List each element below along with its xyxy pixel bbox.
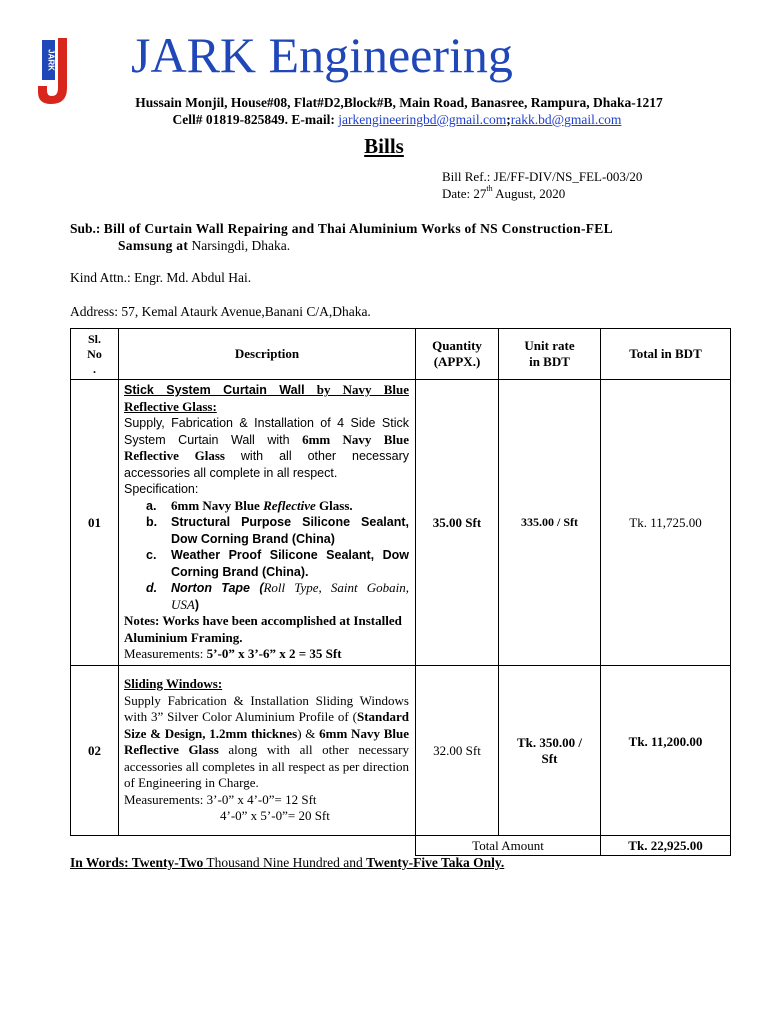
subject	[70, 220, 710, 254]
header-qty-1: Quantity	[432, 338, 482, 353]
total-amount-label: Total Amount	[416, 836, 601, 856]
table-row	[71, 380, 731, 666]
item-body-a: Supply Fabrication & Installation Sliding Windows with 3” Silver Color Aluminium Profile of (	[124, 692, 409, 725]
table-row	[71, 666, 731, 836]
list-item	[124, 514, 409, 547]
bill-date	[442, 186, 565, 202]
row-quantity: 32.00 Sft	[416, 666, 499, 836]
table-header	[71, 329, 731, 380]
subject-text: Bill of Curtain Wall Repairing and Thai Aluminium Works of NS Construction-FEL	[103, 221, 613, 236]
row-sl: 02	[71, 666, 119, 836]
spec-text: 6mm Navy Blue	[171, 497, 264, 513]
spec-label: Specification:	[124, 482, 199, 497]
header-sl-2: No	[87, 346, 102, 361]
date-prefix: Date: 27	[442, 186, 487, 201]
words-bold: Twenty-Five Taka Only.	[366, 855, 505, 870]
row-sl: 01	[71, 380, 119, 666]
spec-text: Weather Proof Silicone Sealant, Dow Corning Brand (China).	[171, 548, 409, 579]
date-rest: August, 2020	[492, 186, 566, 201]
row-unit-rate: 335.00 / Sft	[499, 380, 601, 666]
list-item	[124, 580, 409, 613]
header-sl	[71, 329, 119, 380]
amount-in-words	[70, 855, 504, 871]
item-body-a: Supply, Fabrication & Installation of 4 Side Stick System Curtain Wall with	[124, 416, 409, 447]
header-quantity	[416, 329, 499, 380]
kind-attention: Kind Attn.: Engr. Md. Abdul Hai.	[70, 270, 252, 285]
header-rate-1: Unit rate	[524, 338, 575, 353]
row-unit-rate: Tk. 350.00 / Sft	[499, 666, 601, 836]
spec-text: Reflective	[263, 497, 316, 513]
spec-mark: c.	[146, 548, 157, 563]
measure-value: 5’-0” x 3’-6” x 2 = 35 Sft	[206, 646, 342, 662]
list-item	[124, 498, 409, 515]
item-body-e: along with all other necessary accessories all completes in all respect as per direction of Engineering in Charge.	[124, 742, 409, 791]
spec-text: Glass.	[315, 497, 353, 513]
item-title-b: by Navy Blue Reflective Glass:	[124, 382, 409, 414]
row-description	[119, 380, 416, 666]
company-address: Hussain Monjil, House#08, Flat#D2,Block#B, Main Road, Banasree, Rampura, Dhaka-1217	[135, 95, 663, 110]
logo-letters: JARK	[46, 49, 56, 71]
measure-label: Measurements:	[124, 646, 207, 662]
date-suffix: th	[486, 184, 493, 193]
company-name: JARK Engineering	[131, 27, 513, 83]
header-total: Total in BDT	[601, 329, 731, 380]
row-description	[119, 666, 416, 836]
measure-line-1: Measurements: 3’-0” x 4’-0”= 12 Sft	[124, 791, 317, 807]
item-body-c: with all other necessary accessories all complete in all respect.	[124, 449, 409, 480]
email-separator: ;	[506, 112, 511, 127]
item-title: Stick System Curtain Wall	[124, 383, 305, 398]
item-body-c: ) &	[297, 725, 320, 741]
item-body-b: 6mm Navy Blue Reflective Glass	[124, 431, 409, 464]
page-title: Bills	[364, 134, 404, 158]
words-mid: Thousand Nine Hundred and	[203, 855, 367, 870]
spec-text: )	[194, 597, 200, 612]
email-link-2[interactable]: rakk.bd@gmail.com	[510, 112, 622, 127]
header-sl-3: .	[93, 361, 96, 376]
subject-label: Sub.:	[70, 221, 101, 236]
item-notes: Notes: Works have been accomplished at Installed Aluminium Framing.	[124, 613, 402, 645]
spec-text: Structural Purpose Silicone Sealant, Dow Corning Brand (China)	[171, 515, 409, 546]
bill-table	[70, 328, 731, 856]
header-qty-2: (APPX.)	[433, 354, 481, 369]
subject-text-2: Samsung at	[118, 238, 189, 253]
spec-mark: b.	[146, 515, 158, 530]
item-title: Sliding Windows:	[124, 676, 223, 692]
client-address: Address: 57, Kemal Ataurk Avenue,Banani C/A,Dhaka.	[70, 304, 371, 319]
header-sl-1: Sl.	[87, 331, 101, 346]
email-link-1[interactable]: jarkengineeringbd@gmail.com	[338, 112, 507, 127]
item-body-b: Standard Size & Design, 1.2mm thicknes	[124, 709, 409, 741]
header-description: Description	[119, 329, 416, 380]
spec-text: Roll Type,	[263, 580, 322, 596]
row-quantity: 35.00 Sft	[416, 380, 499, 666]
company-contact	[0, 112, 768, 128]
bill-reference: Bill Ref.: JE/FF-DIV/NS_FEL-003/20	[442, 169, 643, 184]
subject-location: Narsingdi, Dhaka.	[188, 238, 291, 253]
header-unit-rate	[499, 329, 601, 380]
list-item	[124, 547, 409, 580]
item-body-d: 6mm Navy Blue Reflective Glass	[124, 725, 409, 758]
spec-text: Norton Tape (	[171, 581, 264, 596]
header-rate-2: in BDT	[529, 354, 570, 369]
row-total: Tk. 11,725.00	[601, 380, 731, 666]
spec-mark: d.	[146, 581, 158, 596]
row-total: Tk. 11,200.00	[601, 666, 731, 836]
measure-line-2: 4’-0” x 5’-0”= 20 Sft	[220, 808, 330, 824]
total-amount-value: Tk. 22,925.00	[601, 836, 731, 856]
total-row	[71, 836, 731, 856]
cell-number: Cell# 01819-825849. E-mail:	[172, 112, 339, 127]
words-label: In Words: Twenty-Two	[70, 855, 204, 870]
spec-text: Saint Gobain, USA	[171, 580, 409, 612]
spec-mark: a.	[146, 498, 157, 513]
